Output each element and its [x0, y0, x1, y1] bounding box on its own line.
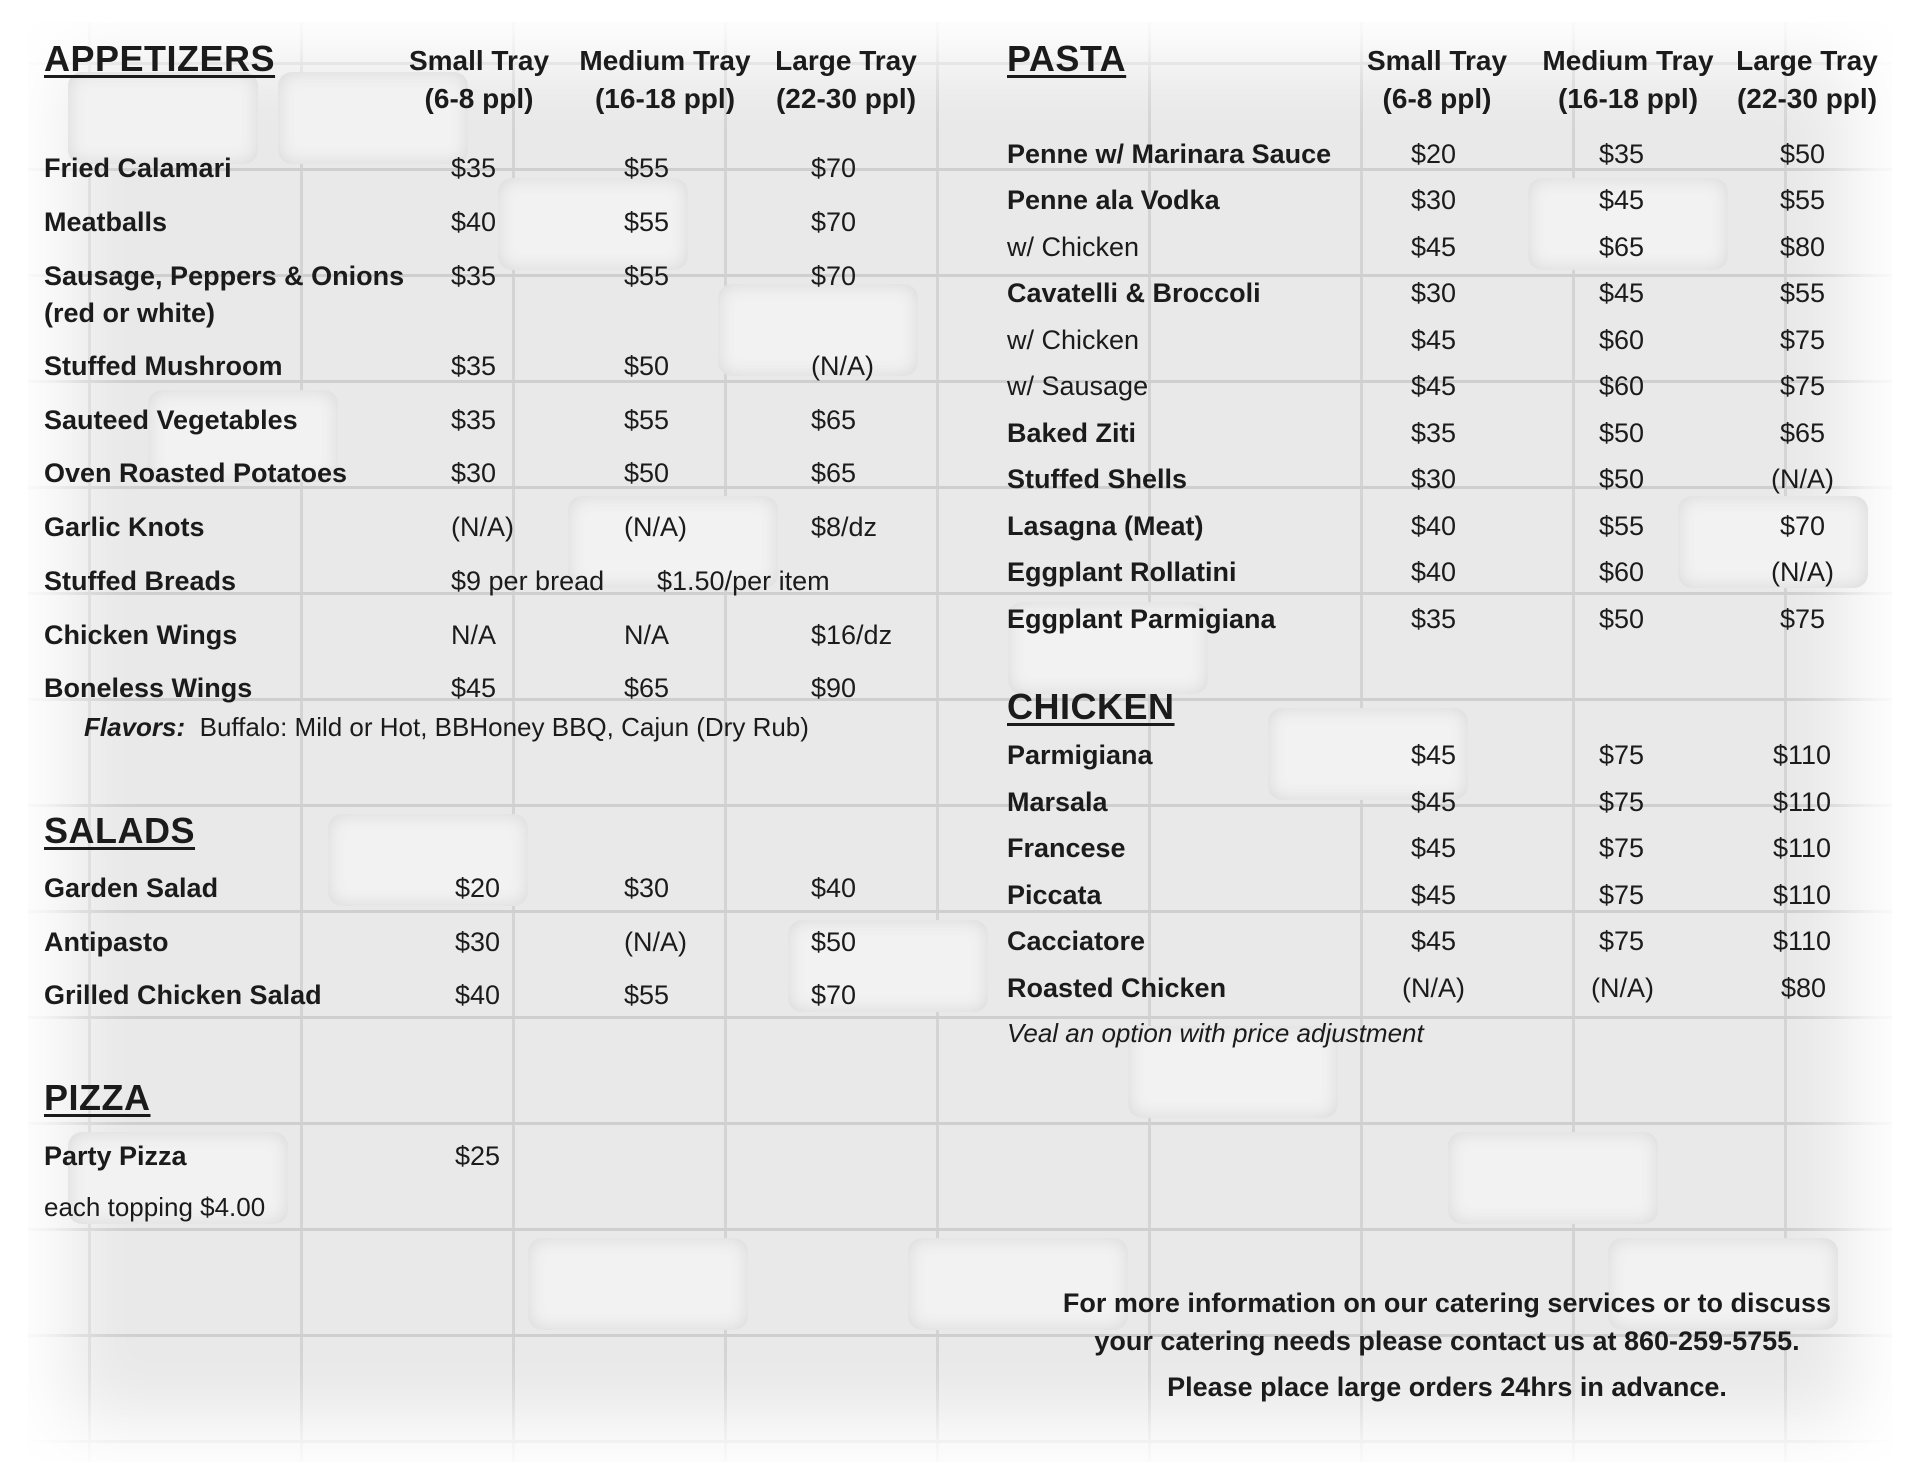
small-tray-header: Small Tray (6-8 ppl) — [1366, 45, 1508, 114]
large-tray-header: Large Tray (22-30 ppl) — [775, 45, 917, 114]
catering-contact-footer: For more information on our catering services or to discuss your catering needs please contact us at 860-259-5755. Please place large orders 24hrs in advance. — [1062, 1288, 1832, 1402]
veal-note: Veal an option with price adjustment — [1007, 1018, 1424, 1048]
chicken-heading: CHICKEN — [1007, 686, 1175, 727]
small-tray-header: Small Tray (6-8 ppl) — [408, 45, 550, 114]
medium-tray-header: Medium Tray (16-18 ppl) — [579, 45, 751, 114]
pizza-heading: PIZZA — [44, 1077, 151, 1118]
medium-tray-header: Medium Tray (16-18 ppl) — [1542, 45, 1714, 114]
large-tray-header: Large Tray (22-30 ppl) — [1736, 45, 1878, 114]
flavors-note: Flavors: Buffalo: Mild or Hot, BBHoney BBQ, Cajun (Dry Rub) — [84, 712, 809, 742]
salads-heading: SALADS — [44, 810, 196, 851]
appetizers-heading: APPETIZERS — [44, 38, 276, 79]
pasta-heading: PASTA — [1007, 38, 1127, 79]
topping-note: each topping $4.00 — [44, 1192, 266, 1222]
